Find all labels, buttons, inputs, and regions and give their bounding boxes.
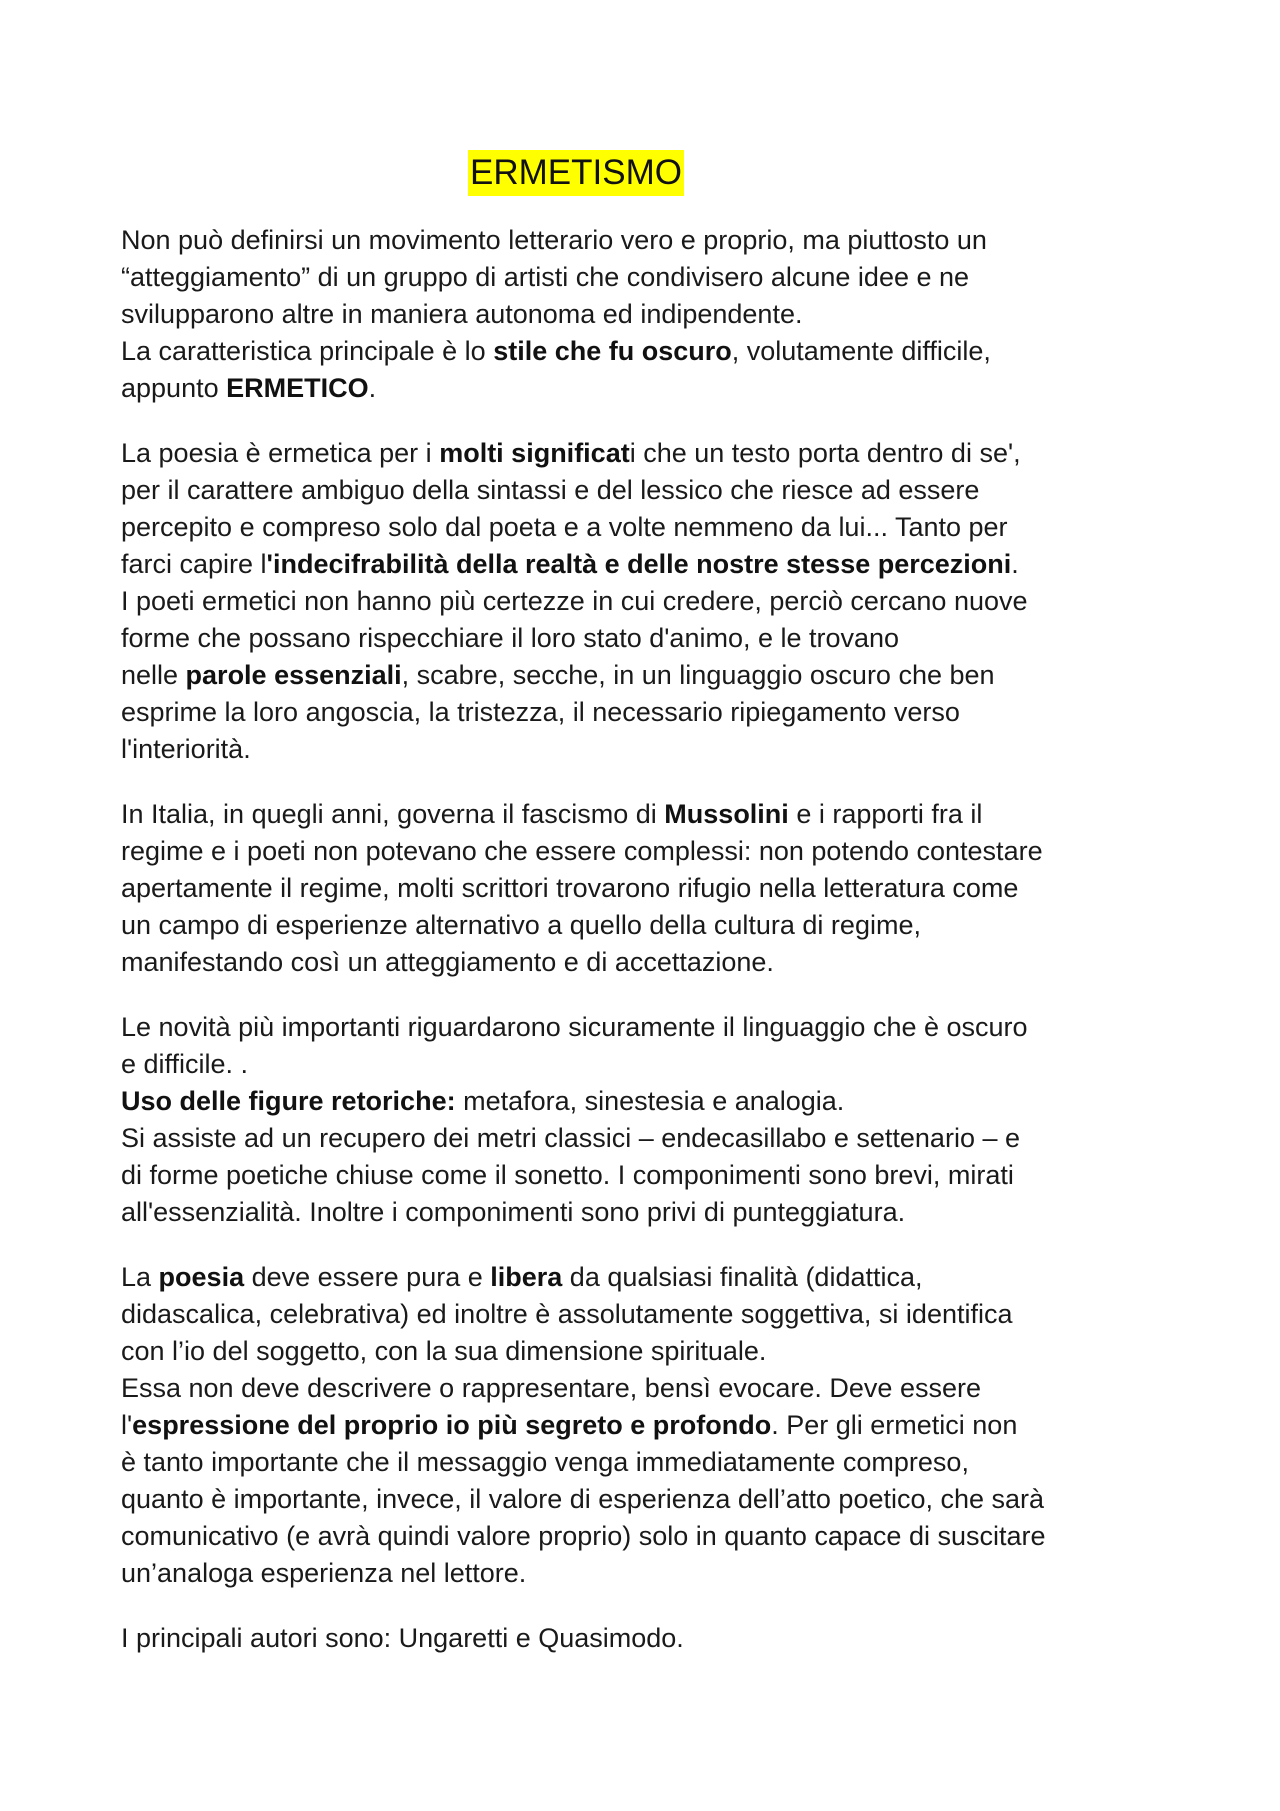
text-line [121,222,1171,259]
text-run: da qualsiasi finalità (didattica, [562,1262,923,1292]
text-run: nelle [121,660,186,690]
text-run: percepito e compreso solo dal poeta e a volte nemmeno da lui... Tanto per [121,512,1008,542]
paragraph-1 [121,222,1171,407]
text-run: . [368,373,377,403]
text-line [121,870,1171,907]
text-line [121,1481,1171,1518]
text-run: all'essenzialità. Inoltre i componimenti sono privi di punteggiatura. [121,1197,906,1227]
paragraph-4 [121,1009,1171,1231]
text-line [121,1194,1171,1231]
bold-text: parole essenziali [185,660,402,690]
text-run: “atteggiamento” di un gruppo di artisti che condivisero alcune idee e ne [121,262,970,292]
text-line [121,435,1171,472]
text-run: metafora, sinestesia e analogia. [455,1086,845,1116]
text-line [121,1009,1171,1046]
text-run: quanto è importante, invece, il valore di esperienza dell’atto poetico, che sarà [121,1484,1045,1514]
text-line [121,1083,1171,1120]
text-line [121,1120,1171,1157]
text-line [121,731,1171,768]
text-run: manifestando così un atteggiamento e di accettazione. [121,947,774,977]
text-line [121,1407,1171,1444]
text-line [121,1296,1171,1333]
text-run: Le novità più importanti riguardarono sicuramente il linguaggio che è oscuro [121,1012,1028,1042]
text-run: comunicativo (e avrà quindi valore proprio) solo in quanto capace di suscitare [121,1521,1046,1551]
text-run: forme che possano rispecchiare il loro stato d'animo, e le trovano [121,623,900,653]
paragraph-2 [121,435,1171,768]
text-run: , volutamente difficile, [731,336,991,366]
text-run: per il carattere ambiguo della sintassi e del lessico che riesce ad essere [121,475,980,505]
text-run: i che un testo porta dentro di se', [629,438,1021,468]
paragraph-6 [121,1620,1171,1657]
text-run: di forme poetiche chiuse come il sonetto. I componimenti sono brevi, mirati [121,1160,1014,1190]
document-page [121,150,1171,1685]
text-line [121,620,1171,657]
text-run: Si assiste ad un recupero dei metri classici – endecasillabo e settenario – e [121,1123,1020,1153]
text-line [121,796,1171,833]
text-line [121,1333,1171,1370]
text-run: , scabre, secche, in un linguaggio oscuro che ben [401,660,995,690]
paragraph-5 [121,1259,1171,1592]
text-run: In Italia, in quegli anni, governa il fascismo di [121,799,665,829]
text-line [121,1620,1171,1657]
text-run: Essa non deve descrivere o rappresentare, bensì evocare. Deve essere [121,1373,981,1403]
bold-text: libera [490,1262,563,1292]
paragraph-3 [121,796,1171,981]
bold-text: espressione del proprio io più segreto e profondo [132,1410,772,1440]
text-line [121,694,1171,731]
text-run: svilupparono altre in maniera autonoma ed indipendente. [121,299,803,329]
text-run: I principali autori sono: Ungaretti e Quasimodo. [121,1623,684,1653]
title-container [121,150,1171,196]
text-line [121,1555,1171,1592]
text-run: didascalica, celebrativa) ed inoltre è assolutamente soggettiva, si identifica [121,1299,1013,1329]
text-run: I poeti ermetici non hanno più certezze in cui credere, perciò cercano nuove [121,586,1028,616]
text-line [121,1259,1171,1296]
text-run: deve essere pura e [244,1262,491,1292]
bold-text: Uso delle figure retoriche: [121,1086,456,1116]
text-line [121,657,1171,694]
bold-text: poesia [158,1262,245,1292]
text-line [121,333,1171,370]
text-line [121,546,1171,583]
bold-text: ERMETICO [226,373,369,403]
text-run: e difficile. . [121,1049,249,1079]
text-line [121,1518,1171,1555]
text-line [121,472,1171,509]
document-title: ERMETISMO [468,150,684,196]
text-run: . [1011,549,1019,579]
bold-text: molti significat [439,438,630,468]
text-run: La caratteristica principale è lo [121,336,494,366]
bold-text: 'indecifrabilità della realtà e delle nostre stesse percezioni [266,549,1012,579]
text-line [121,296,1171,333]
text-run: e i rapporti fra il [788,799,983,829]
text-line [121,907,1171,944]
text-run: con l’io del soggetto, con la sua dimensione spirituale. [121,1336,767,1366]
text-line [121,1370,1171,1407]
text-run: La poesia è ermetica per i [121,438,440,468]
text-line [121,370,1171,407]
text-run: un’analoga esperienza nel lettore. [121,1558,527,1588]
bold-text: stile che fu oscuro [493,336,732,366]
text-line [121,1046,1171,1083]
text-line [121,259,1171,296]
text-run: appunto [121,373,227,403]
text-run: è tanto importante che il messaggio venga immediatamente compreso, [121,1447,969,1477]
text-line [121,944,1171,981]
text-run: La [121,1262,159,1292]
text-run: l' [121,1410,133,1440]
text-line [121,1157,1171,1194]
text-line [121,509,1171,546]
text-run: un campo di esperienze alternativo a quello della cultura di regime, [121,910,921,940]
text-run: farci capire l [121,549,267,579]
text-line [121,1444,1171,1481]
document-body [121,222,1171,1657]
text-line [121,583,1171,620]
text-run: . Per gli ermetici non [771,1410,1018,1440]
text-line [121,833,1171,870]
text-run: apertamente il regime, molti scrittori trovarono rifugio nella letteratura come [121,873,1019,903]
text-run: l'interiorità. [121,734,251,764]
text-run: esprime la loro angoscia, la tristezza, il necessario ripiegamento verso [121,697,960,727]
text-run: regime e i poeti non potevano che essere complessi: non potendo contestare [121,836,1043,866]
text-run: Non può definirsi un movimento letterario vero e proprio, ma piuttosto un [121,225,987,255]
bold-text: Mussolini [664,799,789,829]
